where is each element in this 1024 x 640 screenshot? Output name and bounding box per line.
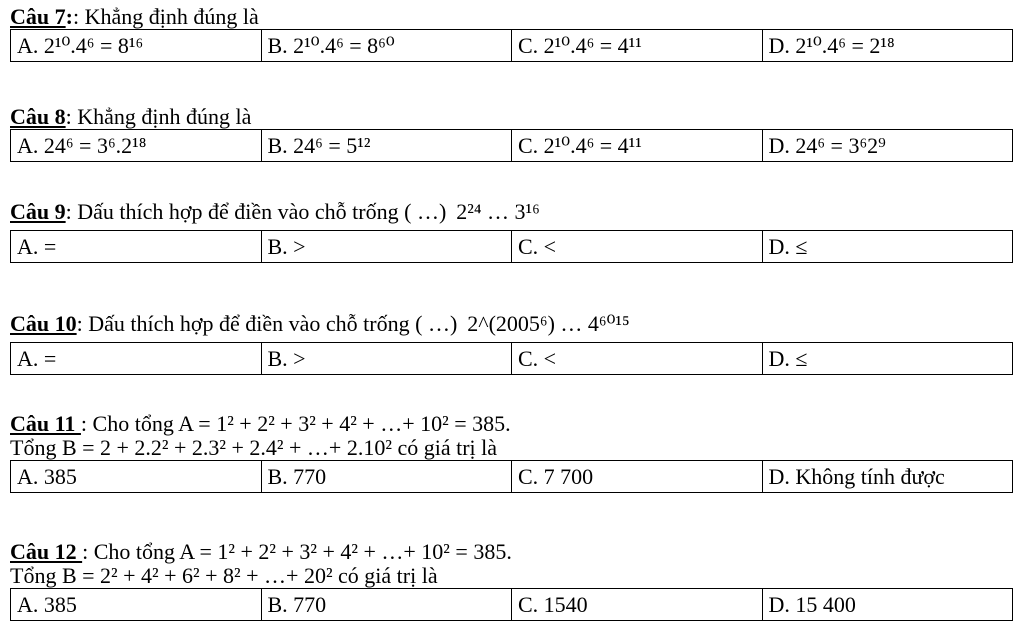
option-c[interactable]: C. 7 700 — [512, 461, 763, 493]
question-8 — [10, 105, 1014, 162]
option-b[interactable]: B. 770 — [261, 461, 512, 493]
options-table — [10, 230, 1013, 263]
option-b[interactable]: B. 2¹⁰.4⁶ = 8⁶⁰ — [261, 30, 512, 62]
option-c[interactable]: C. 1540 — [512, 589, 763, 621]
options-table — [10, 342, 1013, 375]
option-d[interactable]: D. ≤ — [762, 343, 1013, 375]
option-b[interactable]: B. > — [261, 231, 512, 263]
question-title: Câu 10: Dấu thích hợp để điền vào chỗ trống ( …) 2^(2005⁶) … 4⁶⁰¹⁵ — [10, 311, 630, 336]
option-a[interactable]: A. 385 — [11, 589, 262, 621]
options-table — [10, 29, 1013, 62]
question-12 — [10, 540, 1014, 621]
option-c[interactable]: C. < — [512, 231, 763, 263]
option-d[interactable]: D. 2¹⁰.4⁶ = 2¹⁸ — [762, 30, 1013, 62]
option-b[interactable]: B. > — [261, 343, 512, 375]
option-a[interactable]: A. = — [11, 343, 262, 375]
option-a[interactable]: A. 385 — [11, 461, 262, 493]
option-d[interactable]: D. 24⁶ = 3⁶2⁹ — [762, 130, 1013, 162]
option-c[interactable]: C. 2¹⁰.4⁶ = 4¹¹ — [512, 30, 763, 62]
question-11 — [10, 412, 1014, 493]
option-a[interactable]: A. 24⁶ = 3⁶.2¹⁸ — [11, 130, 262, 162]
option-b[interactable]: B. 770 — [261, 589, 512, 621]
question-title: Câu 9: Dấu thích hợp để điền vào chỗ trống ( …) 2²⁴ … 3¹⁶ — [10, 199, 540, 224]
question-title: Câu 8: Khẳng định đúng là — [10, 104, 252, 129]
math-expression: 2^(2005⁶) … 4⁶⁰¹⁵ — [467, 311, 630, 336]
option-a[interactable]: A. = — [11, 231, 262, 263]
option-d[interactable]: D. Không tính được — [762, 461, 1013, 493]
math-expression: 2²⁴ … 3¹⁶ — [456, 199, 540, 224]
option-c[interactable]: C. < — [512, 343, 763, 375]
question-7 — [10, 5, 1014, 62]
question-title: Câu 11 : Cho tổng A = 1² + 2² + 3² + 4² + …+ 10² = 385. — [10, 411, 511, 436]
question-line2: Tổng B = 2 + 2.2² + 2.3² + 2.4² + …+ 2.10² có giá trị là — [10, 435, 498, 460]
question-title: Câu 12 : Cho tổng A = 1² + 2² + 3² + 4² + …+ 10² = 385. — [10, 539, 512, 564]
option-d[interactable]: D. ≤ — [762, 231, 1013, 263]
option-c[interactable]: C. 2¹⁰.4⁶ = 4¹¹ — [512, 130, 763, 162]
question-10 — [10, 312, 1014, 375]
option-a[interactable]: A. 2¹⁰.4⁶ = 8¹⁶ — [11, 30, 262, 62]
option-b[interactable]: B. 24⁶ = 5¹² — [261, 130, 512, 162]
options-table — [10, 460, 1013, 493]
option-d[interactable]: D. 15 400 — [762, 589, 1013, 621]
options-table — [10, 588, 1013, 621]
options-table — [10, 129, 1013, 162]
question-title: Câu 7:: Khẳng định đúng là — [10, 4, 259, 29]
question-line2: Tổng B = 2² + 4² + 6² + 8² + …+ 20² có giá trị là — [10, 563, 438, 588]
question-9 — [10, 200, 1014, 263]
